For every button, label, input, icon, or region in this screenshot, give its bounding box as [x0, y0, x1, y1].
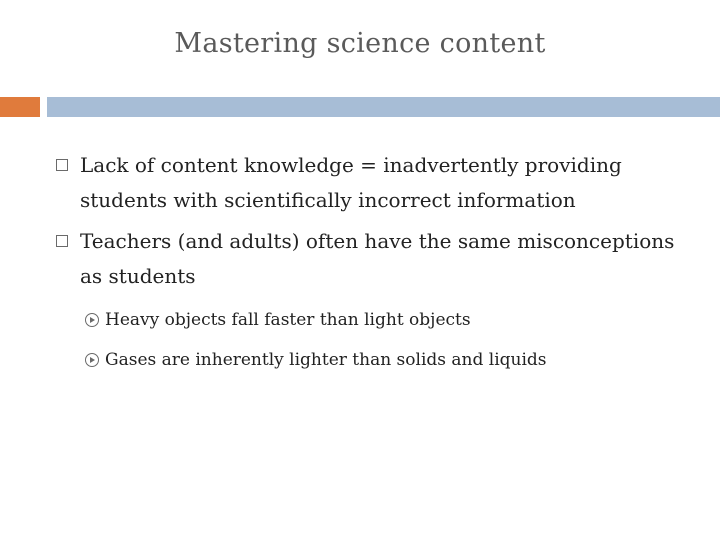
circle-arrow-bullet-icon — [85, 353, 99, 367]
bullet-text: Lack of content knowledge = inadvertently providing students with scientifically incorrect information — [80, 153, 622, 212]
sub-bullet-text: Heavy objects fall faster than light objects — [105, 310, 471, 330]
bullet-item — [55, 148, 675, 218]
sub-bullet-text: Gases are inherently lighter than solids and liquids — [105, 350, 547, 370]
accent-bar-left — [0, 97, 40, 117]
square-bullet-icon — [56, 235, 68, 247]
bullet-text: Teachers (and adults) often have the same misconceptions as students — [80, 229, 675, 288]
bullet-item — [55, 224, 675, 294]
circle-arrow-bullet-icon — [85, 313, 99, 327]
square-bullet-icon — [56, 159, 68, 171]
slide-title: Mastering science content — [174, 28, 546, 59]
sub-bullet-item — [55, 340, 675, 380]
accent-bar-right — [47, 97, 720, 117]
bullet-list — [55, 148, 675, 380]
sub-bullet-item — [55, 300, 675, 340]
